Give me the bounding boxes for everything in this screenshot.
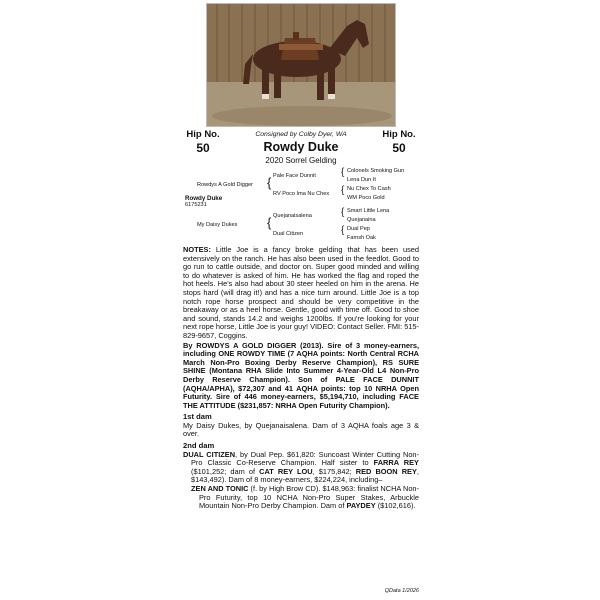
hip-number-left bbox=[183, 129, 223, 155]
catalog-body bbox=[183, 246, 419, 511]
pedigree-g3-3: Nu Chex To Cash bbox=[347, 186, 391, 192]
pedigree-g3-5: Smart Little Lena bbox=[347, 208, 390, 214]
pedigree-g3-1: Colonels Smoking Gun bbox=[347, 168, 405, 174]
pedigree-dam-dam: Dual Citizen bbox=[273, 231, 304, 237]
pedigree-dam-sire: Quejanaisalena bbox=[273, 213, 312, 219]
pedigree-g3-8: Famsh Oak bbox=[347, 235, 376, 241]
dam-text: ($101,252; dam of bbox=[191, 466, 260, 476]
footer-credit: QData 1/2026 bbox=[384, 588, 419, 594]
pedigree-brace: { bbox=[341, 185, 345, 196]
catalog-page bbox=[183, 0, 419, 600]
notes-paragraph bbox=[183, 246, 419, 341]
pedigree-brace: { bbox=[341, 207, 345, 218]
hip-number: 50 bbox=[196, 141, 210, 155]
pedigree-g3-4: WM Poco Gold bbox=[347, 195, 385, 201]
hip-label: Hip No. bbox=[382, 129, 416, 140]
hip-label: Hip No. bbox=[186, 129, 220, 140]
pedigree-brace: { bbox=[267, 175, 272, 190]
pedigree-brace: { bbox=[267, 215, 272, 230]
pedigree-sire-sire: Pale Face Dunnit bbox=[273, 173, 316, 179]
produce-text: (f. by High Brow CD). $148,963: finalist NCHA Non-Pro Futurity, top 10 NCHA Non-Pro Super Stakes, Arbuckle Mountain Non-Pro Derby Champion. Dam of bbox=[199, 484, 419, 511]
second-dam-heading: 2nd dam bbox=[183, 441, 215, 451]
consignor: Consigned by Colby Dyer, WA bbox=[255, 131, 347, 138]
pedigree-brace: { bbox=[341, 167, 345, 178]
pedigree-sire: Rowdys A Gold Digger bbox=[197, 182, 253, 188]
produce-text: ($102,616). bbox=[375, 501, 416, 511]
dam-text: , by Dual Pep. $61,820: Suncoast Winter Cutting Non-Pro Classic Co-Reserve Champion. Half sister to bbox=[191, 449, 419, 468]
hip-number-right bbox=[379, 129, 419, 155]
pedigree-dam: My Daisy Dukes bbox=[197, 222, 238, 228]
dam-text: , $143,492). Dam of 8 money-earners, $224,224, including– bbox=[191, 466, 419, 485]
horse-image bbox=[207, 4, 396, 127]
horse-photo bbox=[206, 3, 396, 127]
sibling-name: FARRA REY bbox=[373, 458, 419, 468]
pedigree-g3-6: Quejanaina bbox=[347, 217, 376, 223]
pedigree-g3-2: Lena Dun It bbox=[347, 177, 376, 183]
horse-name: Rowdy Duke bbox=[263, 140, 339, 154]
produce-entry bbox=[183, 485, 419, 511]
produce-name: ZEN AND TONIC bbox=[191, 484, 249, 494]
pedigree-g3-7: Dual Pep bbox=[347, 226, 371, 232]
sibling-name: CAT REY LOU bbox=[259, 466, 313, 476]
pedigree-brace: { bbox=[341, 225, 345, 236]
hip-number: 50 bbox=[392, 141, 406, 155]
horse-description: 2020 Sorrel Gelding bbox=[265, 156, 337, 165]
notes-label: NOTES: bbox=[183, 245, 211, 254]
first-dam-text: My Daisy Dukes, by Quejanaisalena. Dam of 3 AQHA foals age 3 & over. bbox=[183, 420, 419, 439]
pedigree-sire-dam: RV Poco Ima Nu Chex bbox=[273, 191, 330, 197]
pedigree-subject: Rowdy Duke bbox=[185, 195, 223, 202]
dam-text: , $175,842; bbox=[312, 466, 356, 476]
pedigree-registration: 6175231 bbox=[185, 202, 207, 208]
produce-foal-name: PAYDEY bbox=[346, 501, 376, 511]
sire-paragraph: By ROWDYS A GOLD DIGGER (2013). Sire of 3 money-earners, including ONE ROWDY TIME (7 AQHA points: North Central RCHA March Non-Pro Boxing Derby Reserve Champion), RS SURE SHINE (Montana RHA Slide Into Summer 4-Year-Old L4 Non-Pro Derby Reserve Champion). Son of PALE FACE DUNNIT (AQHA/APHA), $72,307 and 41 AQHA points: top 10 NRHA Open Futurity. Sire of 446 money-earners, $5,194,710, including FACE THE ATTITUDE ($231,857: NRHA Open Futurity Champion). bbox=[183, 340, 419, 410]
first-dam-heading: 1st dam bbox=[183, 412, 212, 422]
notes-text: Little Joe is a fancy broke gelding that has been used extensively on the ranch. He has also been used in the feedlot. Good to go run to cattle outside, and doctor on. Super good minded and willing to do whatever is asked of him. He has worked the flag and roped the hot heels. He's also had about 30 steer heeled on him in the arena. He stops hard (will drag it!) and has a nice turn around. Little Joe is a top notch rope horse prospect and should be very competitive in the breakaway or as a heel horse. Gentle, good with time off. Good to shoe and sound, stands 14.2 and weighs 1200lbs. If you're looking for your next rope horse, Little Joe is your guy! VIDEO: Contact Seller. FMI: 515-829-9657, Coggins. bbox=[183, 245, 419, 340]
dam-name: DUAL CITIZEN bbox=[183, 449, 236, 459]
sibling-name: RED BOON REY bbox=[355, 466, 417, 476]
second-dam-entry bbox=[183, 451, 419, 485]
